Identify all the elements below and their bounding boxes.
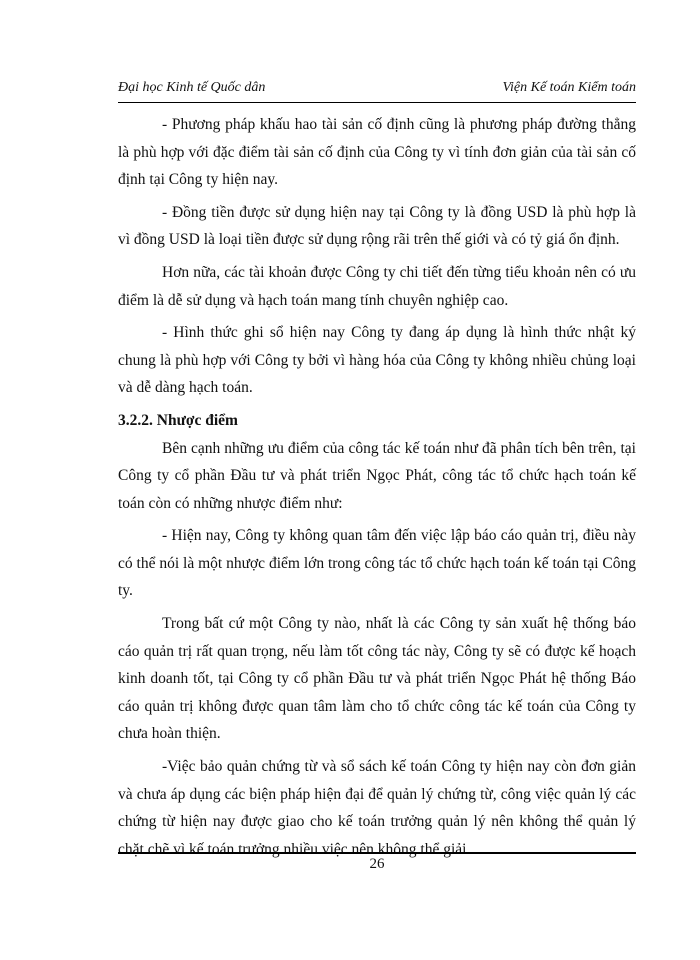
paragraph-currency: - Đồng tiền được sử dụng hiện nay tại Công ty là đồng USD là phù hợp là vì đồng USD là loại tiền được sử dụng rộng rãi trên thế giới và có tỷ giá ổn định. bbox=[118, 203, 636, 249]
paragraph-accounts: Hơn nữa, các tài khoản được Công ty chi tiết đến từng tiểu khoản nên có ưu điểm là dễ sử dụng và hạch toán mang tính chuyên nghiệp cao. bbox=[118, 264, 636, 309]
document-body bbox=[118, 111, 636, 868]
footer-divider bbox=[118, 852, 636, 854]
paragraph-management-report: - Hiện nay, Công ty không quan tâm đến việc lập báo cáo quản trị, điều này có thể nói là một nhược điểm lớn trong công tác tổ chức hạch toán kế toán tại Công ty. bbox=[118, 527, 636, 600]
paragraph-document-storage: -Việc bảo quản chứng từ và sổ sách kế toán Công ty hiện nay còn đơn giản và chưa áp dụng các biện pháp hiện đại để quản lý chứng từ, công việc quản lý các chứng từ hiện nay được giao cho kế toán trưởng quản lý nên không thể quản lý chặt chẽ vì kế toán trưởng nhiều việc nên không thể giải bbox=[118, 758, 636, 858]
header-divider bbox=[118, 102, 636, 103]
paragraph-weakness-intro: Bên cạnh những ưu điểm của công tác kế toán như đã phân tích bên trên, tại Công ty cổ phần Đầu tư và phát triển Ngọc Phát, công tác tổ chức hạch toán kế toán còn có những nhược điểm như: bbox=[118, 439, 636, 512]
page-header bbox=[118, 78, 636, 102]
header-institute: Viện Kế toán Kiểm toán bbox=[502, 80, 636, 95]
paragraph-depreciation: - Phương pháp khấu hao tài sản cố định cũng là phương pháp đường thẳng là phù hợp với đặc điểm tài sản cố định của Công ty vì tính đơn giản của tài sản cố định tại Công ty hiện nay. bbox=[118, 116, 636, 188]
section-heading: 3.2.2. Nhược điểm bbox=[118, 412, 238, 430]
header-university: Đại học Kinh tế Quốc dân bbox=[118, 80, 266, 95]
paragraph-report-importance: Trong bất cứ một Công ty nào, nhất là các Công ty sản xuất hệ thống báo cáo quản trị rất quan trọng, nếu làm tốt công tác này, Công ty sẽ có được kế hoạch kinh doanh tốt, tại Công ty cổ phần Đầu tư và phát triển Ngọc Phát hệ thống Báo cáo quản trị không được quan tâm làm cho tổ chức công tác kế toán của Công ty chưa hoàn thiện. bbox=[118, 615, 636, 743]
page-number: 26 bbox=[369, 856, 385, 872]
paragraph-bookkeeping: - Hình thức ghi sổ hiện nay Công ty đang áp dụng là hình thức nhật ký chung là phù hợp với Công ty bởi vì hàng hóa của Công ty không nhiều chủng loại và dễ dàng hạch toán. bbox=[118, 324, 636, 397]
